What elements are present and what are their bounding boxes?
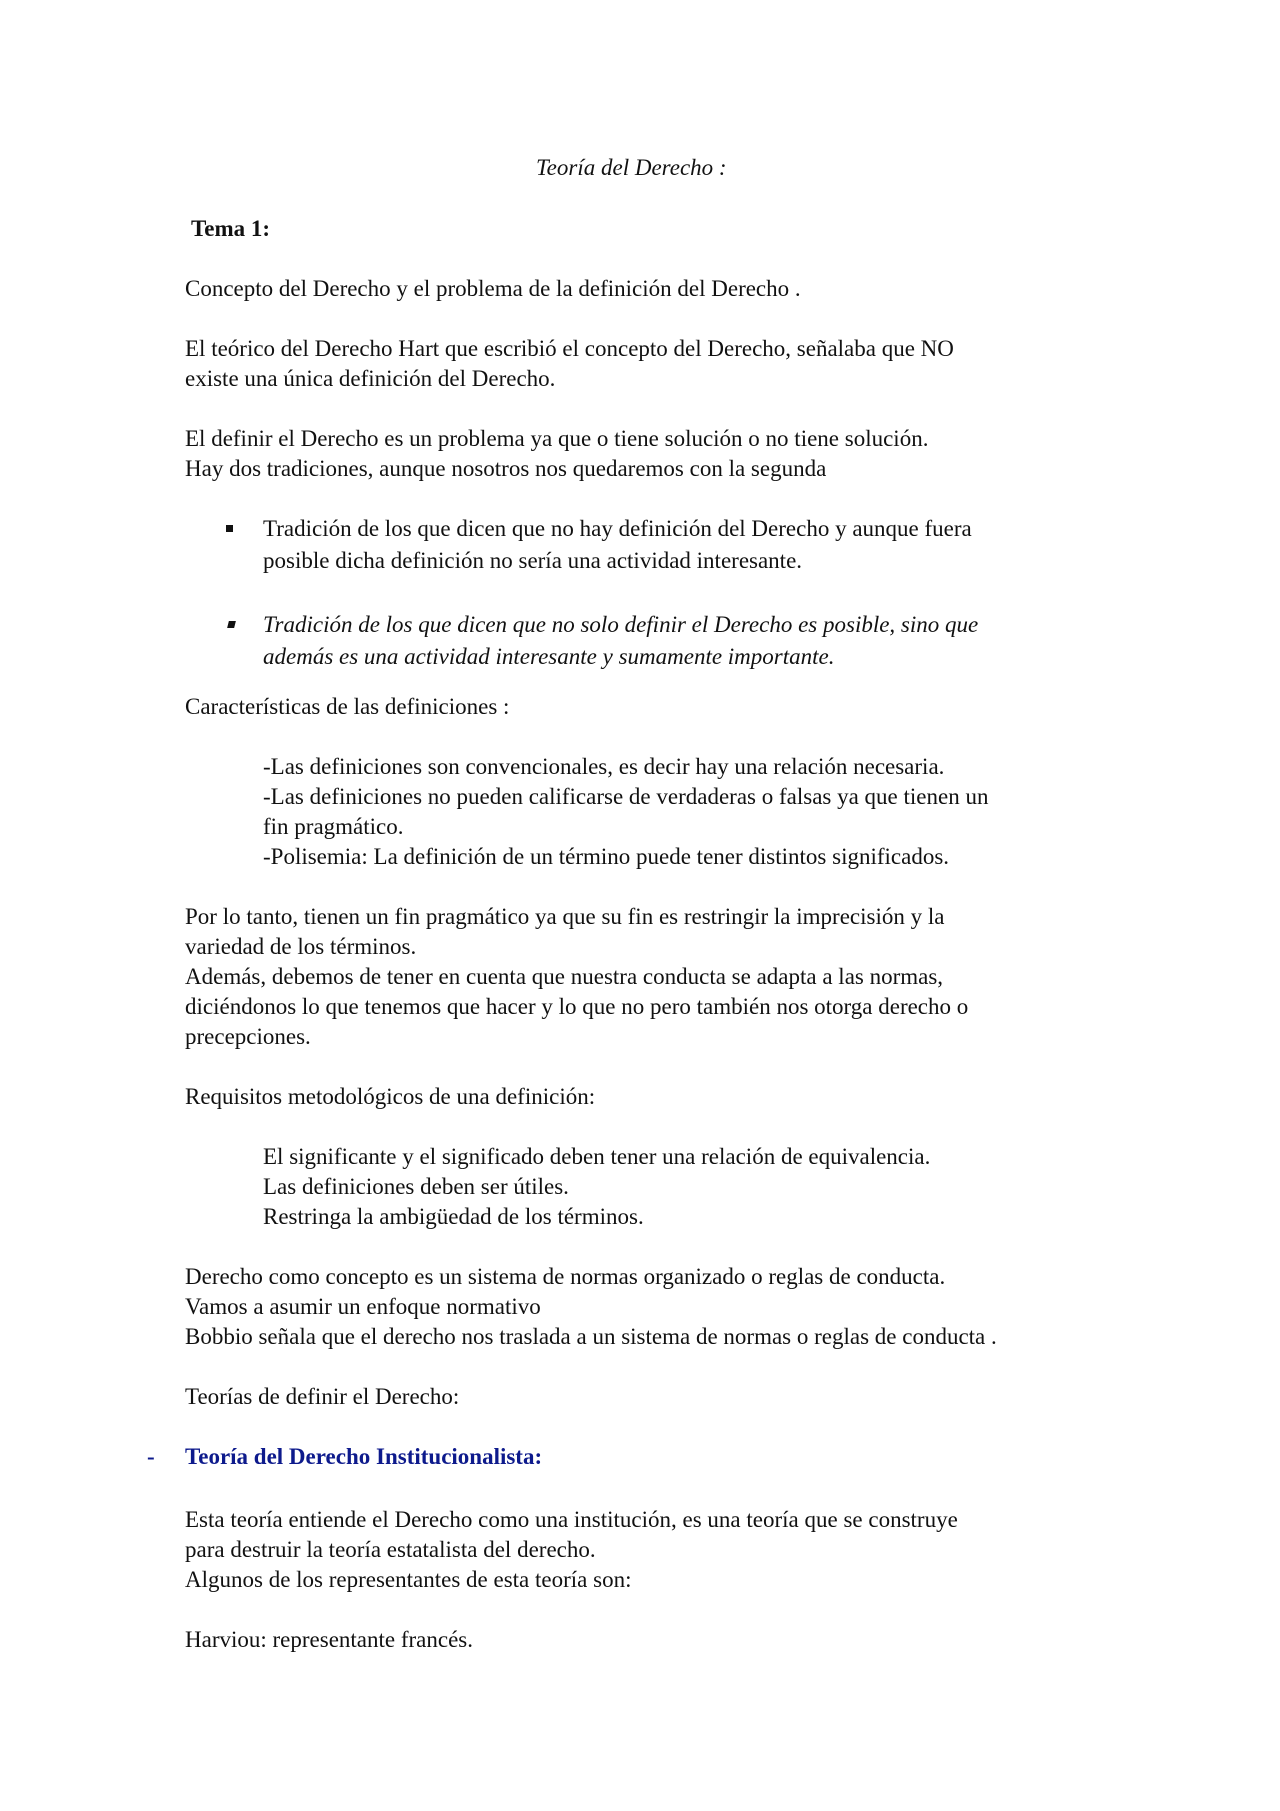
tradition-2-line-1: Tradición de los que dicen que no solo definir el Derecho es posible, sino que [263, 612, 979, 637]
caracteristicas-line-2: -Las definiciones no pueden calificarse de verdaderas o falsas ya que tienen un [263, 784, 989, 809]
paragraph-institucionalista-line-2: para destruir la teoría estatalista del derecho. [185, 1537, 596, 1562]
paragraph-por-lo-tanto-line-4: diciéndonos lo que tenemos que hacer y lo que no pero también nos otorga derecho o [185, 994, 969, 1019]
paragraph-hart-line-2: existe una única definición del Derecho. [185, 366, 556, 391]
paragraph-derecho-concepto-line-1: Derecho como concepto es un sistema de normas organizado o reglas de conducta. [185, 1264, 946, 1289]
section-heading-institucionalista: Teoría del Derecho Institucionalista: [185, 1444, 543, 1469]
paragraph-institucionalista-line-1: Esta teoría entiende el Derecho como una institución, es una teoría que se construye [185, 1507, 958, 1532]
paragraph-harviou: Harviou: representante francés. [185, 1627, 473, 1652]
paragraph-hart-line-1: El teórico del Derecho Hart que escribió el concepto del Derecho, señalaba que NO [185, 336, 954, 361]
square-bullet-icon [226, 525, 233, 532]
requisitos-line-1: El significante y el significado deben tener una relación de equivalencia. [263, 1144, 931, 1169]
paragraph-problema-line-1: El definir el Derecho es un problema ya que o tiene solución o no tiene solución. [185, 426, 929, 451]
square-bullet-icon [227, 621, 236, 628]
section-heading-concepto: Concepto del Derecho y el problema de la definición del Derecho . [185, 276, 801, 301]
tradition-1-line-2: posible dicha definición no sería una actividad interesante. [263, 548, 803, 573]
caracteristicas-line-1: -Las definiciones son convencionales, es decir hay una relación necesaria. [263, 754, 945, 779]
topic-heading: Tema 1: [191, 216, 271, 241]
paragraph-institucionalista-line-3: Algunos de los representantes de esta teoría son: [185, 1567, 632, 1592]
requisitos-line-2: Las definiciones deben ser útiles. [263, 1174, 569, 1199]
requisitos-line-3: Restringa la ambigüedad de los términos. [263, 1204, 644, 1229]
caracteristicas-line-3: fin pragmático. [263, 814, 404, 839]
section-heading-caracteristicas: Características de las definiciones : [185, 694, 510, 719]
section-heading-requisitos: Requisitos metodológicos de una definición: [185, 1084, 596, 1109]
caracteristicas-line-4: -Polisemia: La definición de un término puede tener distintos significados. [263, 844, 950, 869]
paragraph-problema-line-2: Hay dos tradiciones, aunque nosotros nos quedaremos con la segunda [185, 456, 827, 481]
paragraph-por-lo-tanto-line-3: Además, debemos de tener en cuenta que nuestra conducta se adapta a las normas, [185, 964, 944, 989]
paragraph-por-lo-tanto-line-2: variedad de los términos. [185, 934, 417, 959]
section-heading-teorias: Teorías de definir el Derecho: [185, 1384, 460, 1409]
paragraph-por-lo-tanto-line-5: precepciones. [185, 1024, 311, 1049]
document-title: Teoría del Derecho : [536, 155, 727, 180]
tradition-2-line-2: además es una actividad interesante y sumamente importante. [263, 644, 835, 669]
dash-bullet: - [147, 1444, 155, 1469]
paragraph-derecho-concepto-line-3: Bobbio señala que el derecho nos traslada a un sistema de normas o reglas de conducta . [185, 1324, 997, 1349]
tradition-1-line-1: Tradición de los que dicen que no hay definición del Derecho y aunque fuera [263, 516, 972, 541]
paragraph-por-lo-tanto-line-1: Por lo tanto, tienen un fin pragmático ya que su fin es restringir la imprecisión y la [185, 904, 945, 929]
paragraph-derecho-concepto-line-2: Vamos a asumir un enfoque normativo [185, 1294, 541, 1319]
